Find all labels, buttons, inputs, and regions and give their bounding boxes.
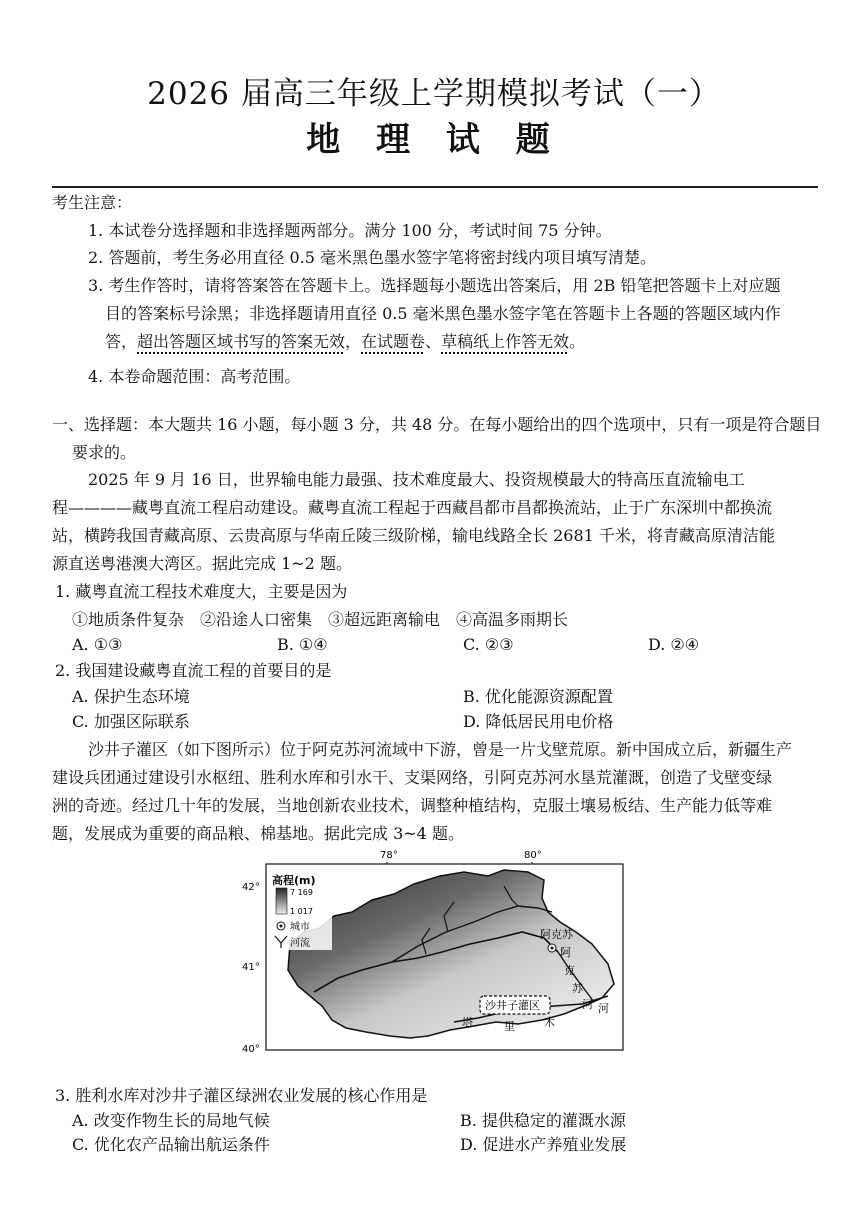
lat-label-42: 42° <box>242 882 260 893</box>
question-2-option-d[interactable]: D. 降低居民用电价格 <box>463 712 614 731</box>
tarim-label-char: 塔 <box>462 1016 473 1029</box>
shajingzi-irrigation-map <box>242 846 627 1056</box>
notice-heading: 考生注意： <box>52 193 133 212</box>
question-2-option-c[interactable]: C. 加强区际联系 <box>72 712 190 731</box>
city-icon-dot <box>280 925 283 928</box>
river-label-char: 克 <box>564 964 575 977</box>
lon-label-78: 78° <box>380 850 398 861</box>
passage1-line: 2025 年 9 月 16 日，世界输电能力最强、技术难度最大、投资规模最大的特高压直流输电工 <box>88 470 745 489</box>
lat-label-40: 40° <box>242 1044 260 1055</box>
question-1-option-b[interactable]: B. ①④ <box>277 635 328 654</box>
tarim-label-char: 河 <box>598 1002 609 1015</box>
legend-low: 1 017 <box>290 907 313 916</box>
river-label-char: 苏 <box>572 982 583 995</box>
notice-item-2: 2. 答题前，考生务必用直径 0.5 毫米黑色墨水签字笔将密封线内项目填写清楚。 <box>88 248 656 267</box>
exam-subject: 地 理 试 题 <box>306 120 562 160</box>
question-1-items: ①地质条件复杂 ②沿途人口密集 ③超远距离输电 ④高温多雨期长 <box>72 610 569 629</box>
city-name-aksu: 阿克苏 <box>540 928 573 941</box>
emphasis-text: 在试题卷 <box>361 332 426 351</box>
notice-item-3-line1: 3. 考生作答时，请将答案答在答题卡上。选择题每小题选出答案后，用 2B 铅笔把答题卡上对应题 <box>88 276 781 295</box>
city-marker-dot <box>551 947 554 950</box>
question-3-option-d[interactable]: D. 促进水产养殖业发展 <box>460 1135 627 1154</box>
legend-city: 城市 <box>290 922 310 933</box>
question-1-option-d[interactable]: D. ②④ <box>648 635 700 654</box>
question-3-stem: 3. 胜利水库对沙井子灌区绿洲农业发展的核心作用是 <box>55 1086 428 1105</box>
legend-high: 7 169 <box>290 888 313 897</box>
lat-label-41: 41° <box>242 962 260 973</box>
question-2-option-b[interactable]: B. 优化能源资源配置 <box>463 687 613 706</box>
passage2-line: 沙井子灌区（如下图所示）位于阿克苏河流域中下游，曾是一片戈壁荒原。新中国成立后，新疆生产 <box>88 740 793 759</box>
question-3-option-b[interactable]: B. 提供稳定的灌溉水源 <box>460 1111 626 1130</box>
passage1-line: 站，横跨我国青藏高原、云贵高原与华南丘陵三级阶梯，输电线路全长 2681 千米，将青藏高原清洁能 <box>52 526 775 545</box>
question-1-option-c[interactable]: C. ②③ <box>463 635 514 654</box>
elevation-scale <box>276 888 287 914</box>
emphasis-text: 草稿纸上作答无效 <box>441 332 570 351</box>
question-2-stem: 2. 我国建设藏粤直流工程的首要目的是 <box>55 661 332 680</box>
question-1-stem: 1. 藏粤直流工程技术难度大，主要是因为 <box>55 582 348 601</box>
passage1-line: 程————藏粤直流工程启动建设。藏粤直流工程起于西藏昌都市昌都换流站，止于广东深圳中都换流 <box>52 498 773 517</box>
notice-item-4: 4. 本卷命题范围：高考范围。 <box>88 367 301 386</box>
region-label: 沙井子灌区 <box>485 999 540 1012</box>
question-3-option-c[interactable]: C. 优化农产品输出航运条件 <box>72 1135 270 1154</box>
question-1-option-a[interactable]: A. ①③ <box>72 635 123 654</box>
river-label-char: 阿 <box>560 946 571 959</box>
tarim-label-char: 里 <box>504 1020 515 1033</box>
passage2-line: 建设兵团通过建设引水枢纽、胜利水库和引水干、支渠网络，引阿克苏河水垦荒灌溉，创造了戈壁变绿 <box>52 768 773 787</box>
notice-item-3-line2: 目的答案标号涂黑；非选择题请用直径 0.5 毫米黑色墨水签字笔在答题卡上各题的答题区域内作 <box>105 304 781 323</box>
passage2-line: 洲的奇迹。经过几十年的发展，当地创新农业技术，调整种植结构，克服土壤易板结、生产能力低等难 <box>52 796 773 815</box>
lon-label-80: 80° <box>524 850 542 861</box>
question-3-option-a[interactable]: A. 改变作物生长的局地气候 <box>72 1111 270 1130</box>
passage2-line: 题，发展成为重要的商品粮、棉基地。据此完成 3~4 题。 <box>52 824 464 843</box>
question-2-option-a[interactable]: A. 保护生态环境 <box>72 687 190 706</box>
section-heading: 一、选择题：本大题共 16 小题，每小题 3 分，共 48 分。在每小题给出的四个选项中，只有一项是符合题目 <box>52 415 822 434</box>
header-rule <box>52 186 818 188</box>
exam-title: 2026 届高三年级上学期模拟考试（一） <box>147 76 721 112</box>
emphasis-text: 超出答题区域书写的答案无效 <box>137 332 346 351</box>
tarim-label-char: 木 <box>544 1016 555 1029</box>
notice-item-3-line3: 答，超出答题区域书写的答案无效，在试题卷、草稿纸上作答无效。 <box>105 332 586 351</box>
legend-title: 高程(m) <box>272 874 316 887</box>
passage1-line: 源直送粤港澳大湾区。据此完成 1~2 题。 <box>52 554 352 573</box>
notice-item-1: 1. 本试卷分选择题和非选择题两部分。满分 100 分，考试时间 75 分钟。 <box>88 221 612 240</box>
legend-river: 河流 <box>290 938 310 949</box>
river-label-char: 河 <box>582 998 593 1011</box>
section-heading-cont: 要求的。 <box>72 443 137 462</box>
